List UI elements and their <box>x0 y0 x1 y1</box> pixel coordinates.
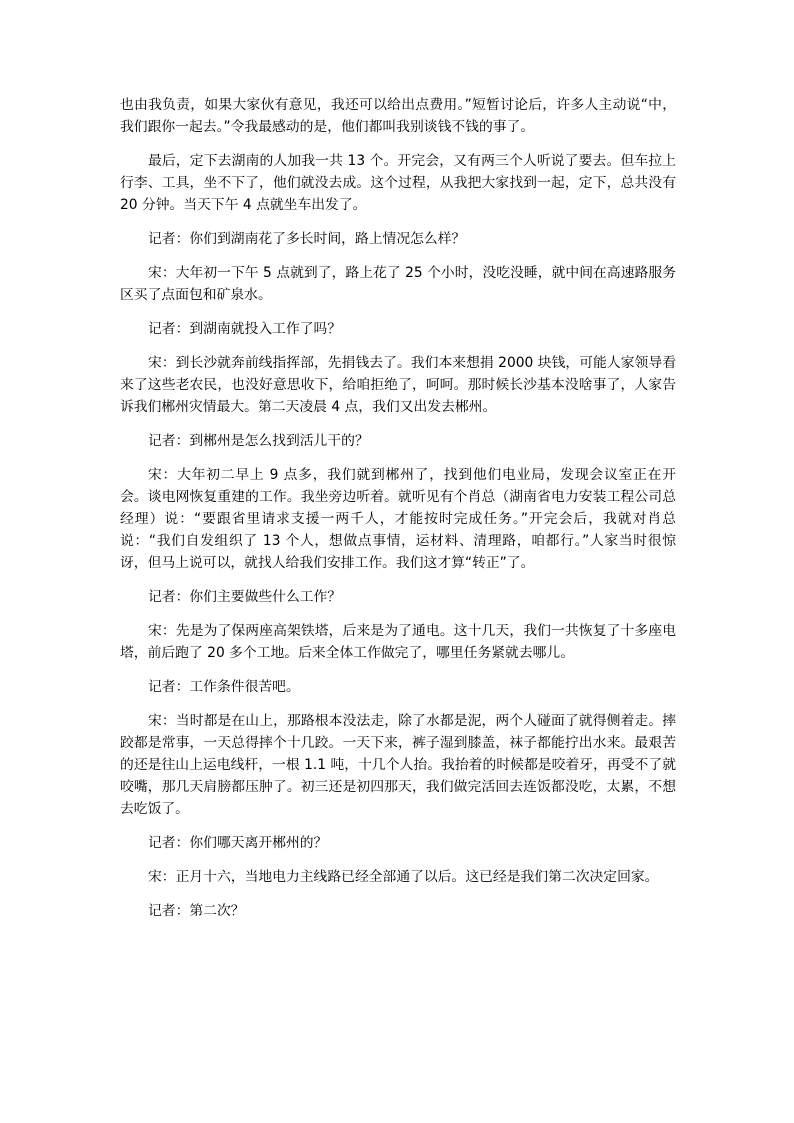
document-page <box>120 94 676 934</box>
question-paragraph: 记者：你们到湖南花了多长时间，路上情况怎么样？ <box>148 231 466 247</box>
answer-paragraph: 宋：大年初一下午 5 点就到了，路上花了 25 个小时，没吃没睡，就中间在高速路服务区买了点面包和矿泉水。 <box>120 265 676 303</box>
question-paragraph: 记者：你们哪天离开郴州的？ <box>148 835 328 851</box>
question-paragraph: 记者：到湖南就投入工作了吗？ <box>148 321 342 337</box>
question-paragraph: 记者：工作条件很苦吧。 <box>148 679 300 695</box>
paragraph: 最后，定下去湖南的人加我一共 13 个。开完会，又有两三个人听说了要去。但车拉上行李、工具，坐不下了，他们就没去成。这个过程，从我把大家找到一起，定下，总共没有 20 分钟。当天下午 4 点就坐车出发了。 <box>120 153 676 213</box>
answer-paragraph: 宋：当时都是在山上，那路根本没法走，除了水都是泥，两个人碰面了就得侧着走。摔跤都是常事，一天总得摔个十几跤。一天下来，裤子湿到膝盖，袜子都能拧出水来。最艰苦的还是往山上运电线杆，一根 1.1 吨，十几个人抬。我抬着的时候都是咬着牙，再受不了就咬嘴，那几天肩膀都压肿了。初三还是初四那天，我们做完活回去连饭都没吃，太累，不想去吃饭了。 <box>120 713 676 817</box>
answer-paragraph: 宋：到长沙就奔前线指挥部，先捐钱去了。我们本来想捐 2000 块钱，可能人家领导看来了这些老农民，也没好意思收下，给咱拒绝了，呵呵。那时候长沙基本没啥事了，人家告诉我们郴州灾情最大。第二天凌晨 4 点，我们又出发去郴州。 <box>120 355 676 415</box>
question-paragraph: 记者：到郴州是怎么找到活儿干的？ <box>148 433 369 449</box>
answer-paragraph: 宋：大年初二早上 9 点多，我们就到郴州了，找到他们电业局，发现会议室正在开会。谈电网恢复重建的工作。我坐旁边听着。就听见有个肖总（湖南省电力安装工程公司总经理）说：“要跟省里请求支援一两千人，才能按时完成任务。”开完会后，我就对肖总说：“我们自发组织了 13 个人，想做点事情，运材料、清理路，咱都行。”人家当时很惊讶，但马上说可以，就找人给我们安排工作。我们这才算“转正”了。 <box>120 467 676 571</box>
paragraph: 也由我负责，如果大家伙有意见，我还可以给出点费用。”短暂讨论后，许多人主动说“中，我们跟你一起去。”令我最感动的是，他们都叫我别谈钱不钱的事了。 <box>120 97 676 135</box>
question-paragraph: 记者：你们主要做些什么工作？ <box>148 589 342 605</box>
answer-paragraph: 宋：正月十六，当地电力主线路已经全部通了以后。这已经是我们第二次决定回家。 <box>148 869 659 885</box>
answer-paragraph: 宋：先是为了保两座高架铁塔，后来是为了通电。这十几天，我们一共恢复了十多座电塔，前后跑了 20 多个工地。后来全体工作做完了，哪里任务紧就去哪儿。 <box>120 623 676 661</box>
question-paragraph: 记者：第二次？ <box>148 903 245 919</box>
